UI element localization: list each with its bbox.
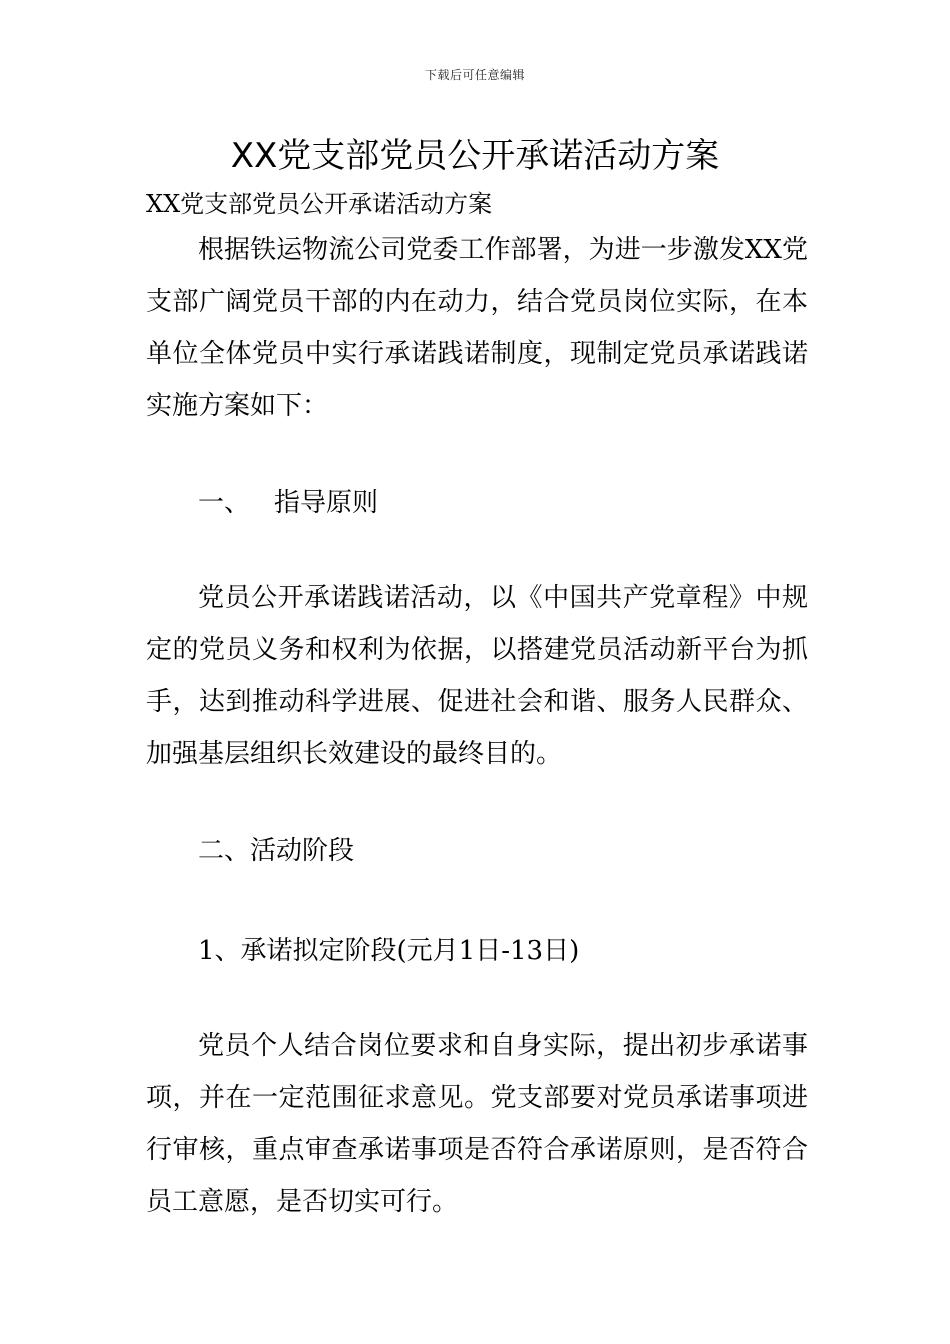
section-1-heading — [198, 482, 378, 519]
document-title: XX党支部党员公开承诺活动方案 — [230, 136, 720, 176]
header-note: 下载后可任意编辑 — [424, 68, 525, 82]
section-1-body: 党员公开承诺践诺活动，以《中国共产党章程》中规定的党员义务和权利为依据，以搭建党员活动新平台为抓手，达到推动科学进展、促进社会和谐、服务人民群众、加强基层组织长效建设的最终目的。 — [146, 583, 808, 769]
section-2-heading: 二、活动阶段 — [198, 836, 355, 866]
section-2-sub-1-heading: 1、承诺拟定阶段(元月1日-13日) — [198, 936, 580, 966]
intro-paragraph: 根据铁运物流公司党委工作部署，为进一步激发XX党支部广阔党员干部的内在动力，结合党员岗位实际，在本单位全体党员中实行承诺践诺制度，现制定党员承诺践诺实施方案如下： — [146, 235, 808, 421]
section-1-title: 指导原则 — [274, 488, 379, 518]
document-subtitle: XX党支部党员公开承诺活动方案 — [146, 190, 493, 218]
section-2-sub-1-body: 党员个人结合岗位要求和自身实际，提出初步承诺事项，并在一定范围征求意见。党支部要对党员承诺事项进行审核，重点审查承诺事项是否符合承诺原则，是否符合员工意愿，是否切实可行。 — [146, 1031, 808, 1217]
section-1-number: 一、 — [198, 488, 251, 518]
